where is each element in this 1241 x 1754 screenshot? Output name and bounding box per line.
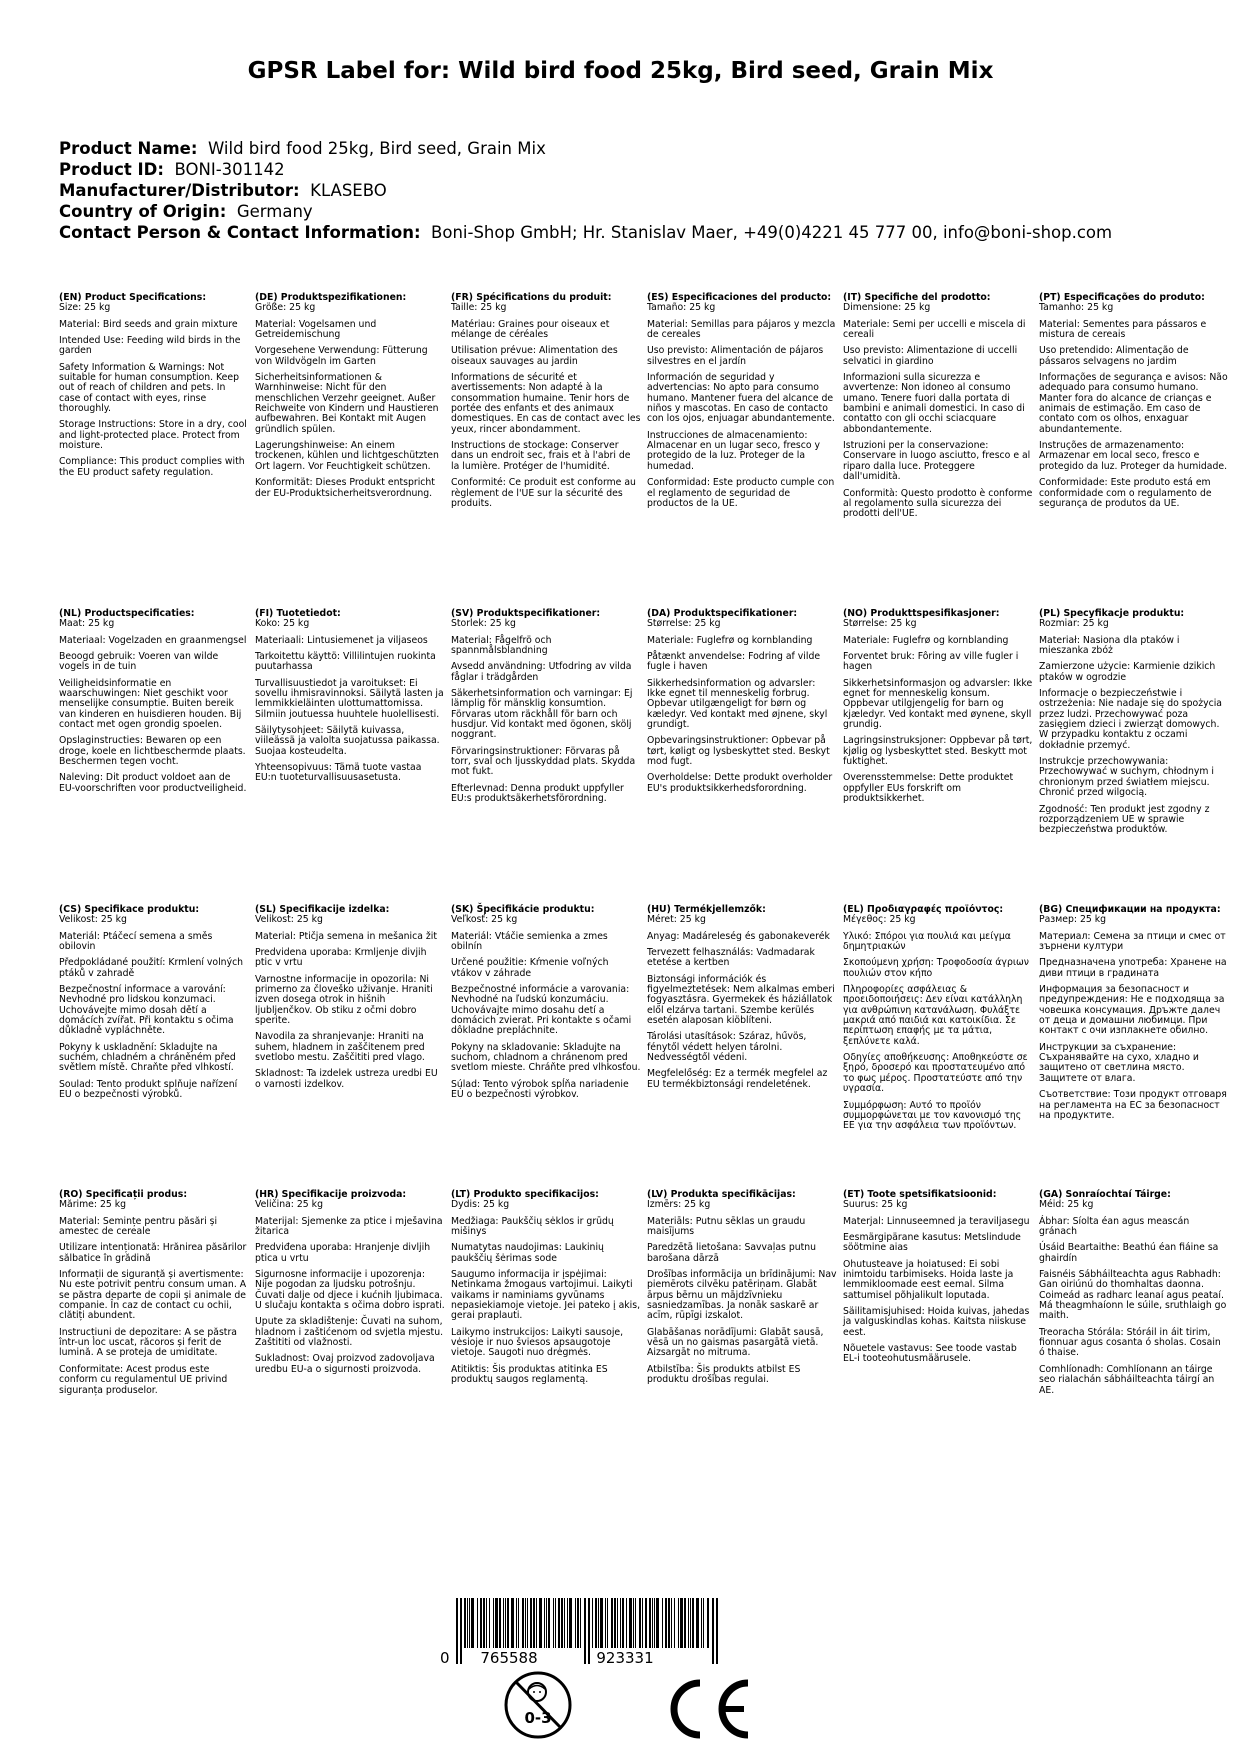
spec-paragraph: Storage Instructions: Store in a dry, cool and light-protected place. Protect from moisture. <box>59 419 247 452</box>
spec-paragraph: Avsedd användning: Utfodring av vilda fåglar i trädgården <box>451 661 632 683</box>
spec-paragraph: Pokyny na skladovanie: Skladujte na suchom, chladnom a chránenom pred svetlom mieste. Chráňte pred vlhkosťou. <box>451 1041 641 1074</box>
spec-paragraph: Numatytas naudojimas: Laukinių paukščių šėrimas sode <box>451 1242 604 1264</box>
spec-size: Maat: 25 kg <box>59 618 115 630</box>
barcode-bar <box>701 1598 702 1648</box>
barcode-bar <box>654 1598 655 1648</box>
spec-heading: (HU) Termékjellemzők: <box>647 904 766 915</box>
barcode-bar <box>671 1598 672 1648</box>
barcode-bar <box>577 1598 579 1648</box>
spec-paragraph: Informations de sécurité et avertissements: Non adapté à la consommation humaine. Tenir hors de portée des enfants et des animaux domestiques. En cas de contact avec les yeux, rincer abondamment. <box>451 372 641 435</box>
barcode-digit-lead: 0 <box>440 1649 450 1667</box>
barcode-bar <box>483 1598 485 1648</box>
spec-paragraph: Materiál: Ptáčecí semena a směs obilovin <box>59 930 213 953</box>
spec-paragraph: Úsáid Beartaithe: Beathú éan fiáine sa ghairdín <box>1039 1242 1219 1264</box>
barcode-bar <box>678 1598 679 1648</box>
spec-heading: (ET) Toote spetsifikatsioonid: <box>843 1189 997 1200</box>
spec-block-cs <box>59 905 249 1107</box>
barcode-bar <box>692 1598 694 1648</box>
barcode-bar <box>499 1598 501 1648</box>
spec-size: Suurus: 25 kg <box>843 1199 908 1211</box>
spec-size: Taille: 25 kg <box>451 302 507 314</box>
spec-paragraph: Material: Ptičja semena in mešanica žit <box>255 930 438 942</box>
spec-paragraph: Съответствие: Този продукт отговаря на регламента на ЕС за безопасност на продуктите. <box>1039 1089 1227 1121</box>
spec-paragraph: Zgodność: Ten produkt jest zgodny z rozporządzeniem UE w sprawie bezpieczeństwa produktów. <box>1039 803 1210 836</box>
spec-paragraph: Glabāšanas norādījumi: Glabāt sausā, vēsā un no gaismas pasargātā vietā. Aizsargāt no mitruma. <box>647 1326 824 1359</box>
spec-paragraph: Säkerhetsinformation och varningar: Ej lämplig för mänsklig konsumtion. Förvaras utom räckhåll för barn och husdjur. Vid kontakt med ögonen, skölj noggrant. <box>451 688 633 741</box>
spec-paragraph: Materiał: Nasiona dla ptaków i mieszanka zbóż <box>1039 634 1180 657</box>
barcode-bar <box>555 1598 556 1648</box>
spec-paragraph: Sigurnosne informacije i upozorenja: Nije pogodan za ljudsku potrošnju. Čuvati dalje od djece i kućnih ljubimaca. U slučaju kontakta s očima dobro isprati. <box>255 1269 445 1312</box>
spec-paragraph: Beoogd gebruik: Voeren van wilde vogels in de tuin <box>59 651 219 673</box>
barcode-bar <box>598 1598 599 1648</box>
barcode-bar <box>680 1598 683 1648</box>
spec-paragraph: Skladnost: Ta izdelek ustreza uredbi EU o varnosti izdelkov. <box>255 1068 438 1090</box>
spec-paragraph: Förvaringsinstruktioner: Förvaras på torr, sval och ljusskyddad plats. Skydda mot fukt. <box>451 745 636 778</box>
spec-paragraph: Treoracha Stórála: Stóráil in áit tirim, fionnuar agus cosanta ó sholas. Cosain ó thaise. <box>1039 1326 1221 1359</box>
spec-block-it <box>843 293 1033 526</box>
spec-paragraph: Material: Semințe pentru păsări și amestec de cereale <box>59 1215 218 1238</box>
barcode-bar <box>493 1598 494 1648</box>
barcode-bar <box>467 1598 468 1648</box>
spec-size: Koko: 25 kg <box>255 618 310 630</box>
spec-size: Größe: 25 kg <box>255 302 316 314</box>
barcode-guard-bar <box>584 1598 586 1664</box>
barcode-bar <box>611 1598 613 1648</box>
barcode-bar <box>635 1598 636 1648</box>
spec-block-sk <box>451 905 641 1107</box>
spec-paragraph: Predviđena uporaba: Hranjenje divljih ptica u vrtu <box>255 1242 431 1264</box>
barcode-bar <box>533 1598 535 1648</box>
spec-paragraph: Uso previsto: Alimentazione di uccelli selvatici in giardino <box>843 345 1018 367</box>
spec-paragraph: Tarkoitettu käyttö: Villilintujen ruokinta puutarhassa <box>255 651 436 673</box>
barcode-guard-bar <box>716 1598 718 1664</box>
spec-paragraph: Σκοπούμενη χρήση: Τροφοδοσία άγριων πουλιών στον κήπο <box>843 957 1029 979</box>
barcode-bar <box>617 1598 618 1648</box>
spec-paragraph: Naleving: Dit product voldoet aan de EU-voorschriften voor productveiligheid. <box>59 772 247 794</box>
spec-paragraph: Soulad: Tento produkt splňuje nařízení EU o bezpečnosti výrobků. <box>59 1078 238 1101</box>
spec-block-pl <box>1039 609 1229 842</box>
barcode-bar <box>569 1598 572 1648</box>
barcode-bar <box>684 1598 686 1648</box>
barcode-bar <box>600 1598 603 1648</box>
spec-paragraph: Πληροφορίες ασφάλειας & προειδοποιήσεις: Δεν είναι κατάλληλη για ανθρώπινη κατανάλωση. Φυλάξτε μακριά από παιδιά και κατοικίδια. Σε περίπτωση επαφής με τα μάτια, ξεπλύνετε καλά. <box>843 984 1023 1047</box>
barcode-bar <box>690 1598 691 1648</box>
spec-paragraph: Laikymo instrukcijos: Laikyti sausoje, vėsioje ir nuo šviesos apsaugotoje vietoje. Saugoti nuo drėgmės. <box>451 1326 624 1359</box>
spec-paragraph: Určené použitie: Kŕmenie voľných vtákov v záhrade <box>451 957 609 979</box>
spec-paragraph: Instrucciones de almacenamiento: Almacenar en un lugar seco, fresco y protegido de la luz. Proteger de la humedad. <box>647 429 821 472</box>
spec-paragraph: Materiál: Vtáčie semienka a zmes obilnín <box>451 930 608 953</box>
barcode-bar <box>503 1598 504 1648</box>
info-product-name: Product Name: Wild bird food 25kg, Bird seed, Grain Mix <box>59 139 546 158</box>
barcode-bar <box>575 1598 576 1648</box>
barcode-bar <box>595 1598 597 1648</box>
spec-block-nl <box>59 609 249 800</box>
spec-heading: (SK) Špecifikácie produktu: <box>451 904 595 915</box>
info-product-id: Product ID: BONI-301142 <box>59 160 285 179</box>
barcode-bar <box>626 1598 627 1648</box>
product-info <box>59 138 1112 243</box>
spec-paragraph: Material: Vogelsamen und Getreidemischung <box>255 318 377 341</box>
spec-paragraph: Overholdelse: Dette produkt overholder EU's produktsikkerhedsforordning. <box>647 772 833 794</box>
spec-block-bg <box>1039 905 1229 1127</box>
spec-paragraph: Faisnéis Sábháilteachta agus Rabhadh: Gan oiriúnú do thomhaltas daonna. Coimeád as radharc leanaí agus peataí. Má theagmhaíonn le súile, sruthlaigh go maith. <box>1039 1269 1227 1322</box>
spec-paragraph: Materiale: Fuglefrø og kornblanding <box>647 634 813 646</box>
spec-paragraph: Uso pretendido: Alimentação de pássaros selvagens no jardim <box>1039 345 1189 367</box>
barcode-bar <box>629 1598 632 1648</box>
spec-paragraph: Pokyny k uskladnění: Skladujte na suchém, chladném a chráněném před světlem místě. Chraňte před vlhkostí. <box>59 1041 236 1074</box>
barcode-bar <box>539 1598 542 1648</box>
spec-paragraph: Conformidad: Este producto cumple con el reglamento de seguridad de productos de la UE. <box>647 477 835 509</box>
spec-size: Izmērs: 25 kg <box>647 1199 711 1211</box>
spec-paragraph: Istruzioni per la conservazione: Conservare in luogo asciutto, fresco e al riparo dalla luce. Proteggere dall'umidità. <box>843 440 1031 483</box>
spec-block-el <box>843 905 1033 1138</box>
info-contact: Contact Person & Contact Information: Boni-Shop GmbH; Hr. Stanislav Maer, +49(0)4221 45 777 00, info@boni-shop.com <box>59 223 1113 242</box>
spec-paragraph: Předpokládané použití: Krmlení volných ptáků v zahradě <box>59 957 244 979</box>
info-country: Country of Origin: Germany <box>59 202 313 221</box>
spec-paragraph: Matériau: Graines pour oiseaux et mélange de céréales <box>451 318 610 341</box>
barcode-bar <box>639 1598 641 1648</box>
spec-paragraph: Instructions de stockage: Conserver dans un endroit sec, frais et à l'abri de la lumière. Protéger de l'humidité. <box>451 440 631 472</box>
spec-heading: (DA) Produktspecifikationer: <box>647 608 798 619</box>
spec-paragraph: Materiaali: Lintusiemenet ja viljaseos <box>255 634 428 646</box>
spec-paragraph: Informações de segurança e avisos: Não adequado para consumo humano. Manter fora do alcance de crianças e animais de estimação. Em caso de contato com os olhos, enxaguar abundantemente. <box>1039 372 1228 435</box>
spec-paragraph: Navodila za shranjevanje: Hraniti na suhem, hladnem in zaščitenem pred svetlobo mestu. Zaščititi pred vlago. <box>255 1031 425 1064</box>
spec-paragraph: Konformität: Dieses Produkt entspricht der EU-Produktsicherheitsverordnung. <box>255 477 435 499</box>
spec-paragraph: Ohutusteave ja hoiatused: Ei sobi inimtoidu tarbimiseks. Hoida laste ja lemmikloomade eest eemal. Silma sattumisel põhjalikult loputada. <box>843 1258 1014 1301</box>
barcode-guard-bar <box>588 1598 590 1664</box>
spec-block-es <box>647 293 837 515</box>
barcode-bar <box>518 1598 519 1648</box>
barcode-bar <box>633 1598 634 1648</box>
spec-paragraph: Súlad: Tento výrobok spĺňa nariadenie EÚ o bezpečnosti výrobkov. <box>451 1078 629 1101</box>
spec-heading: (NL) Productspecificaties: <box>59 608 195 619</box>
barcode-bar <box>516 1598 517 1648</box>
spec-paragraph: Instrukcje przechowywania: Przechowywać w suchym, chłodnym i chronionym przed światłem miejscu. Chronić przed wilgocią. <box>1039 756 1215 799</box>
spec-heading: (HR) Specifikacije proizvoda: <box>255 1189 407 1200</box>
barcode-bar <box>558 1598 560 1648</box>
barcode-bar <box>665 1598 667 1648</box>
spec-heading: (ES) Especificaciones del producto: <box>647 292 832 303</box>
spec-paragraph: Vorgesehene Verwendung: Fütterung von Wildvögeln im Garten <box>255 345 428 367</box>
barcode-bar <box>527 1598 528 1648</box>
spec-paragraph: Material: Fågelfrö och spannmålsblandning <box>451 634 552 657</box>
spec-paragraph: Material: Sementes para pássaros e mistura de cereais <box>1039 318 1207 341</box>
spec-paragraph: Material: Bird seeds and grain mixture <box>59 318 238 330</box>
spec-heading: (SL) Specifikacije izdelka: <box>255 904 390 915</box>
barcode-bar <box>553 1598 554 1648</box>
spec-size: Størrelse: 25 kg <box>647 618 721 630</box>
barcode-bar <box>605 1598 606 1648</box>
spec-paragraph: Sukladnost: Ovaj proizvod zadovoljava uredbu EU-a o sigurnosti proizvoda. <box>255 1353 435 1375</box>
barcode-bar <box>544 1598 545 1648</box>
spec-paragraph: Zamierzone użycie: Karmienie dzikich ptaków w ogrodzie <box>1039 661 1216 683</box>
spec-paragraph: Intended Use: Feeding wild birds in the garden <box>59 335 241 357</box>
barcode-bar <box>592 1598 593 1648</box>
spec-size: Méid: 25 kg <box>1039 1199 1094 1211</box>
spec-paragraph: Информация за безопасност и предупреждения: Не е подходяща за човешка консумация. Дръжте далеч от деца и домашни любимци. При контакт с очи изплакнете обилно. <box>1039 984 1225 1037</box>
spec-heading: (PL) Specyfikacje produktu: <box>1039 608 1185 619</box>
spec-paragraph: Materiāls: Putnu sēklas un graudu maisījums <box>647 1215 806 1238</box>
spec-paragraph: Opbevaringsinstruktioner: Opbevar på tørt, køligt og lysbeskyttet sted. Beskyt mod fugt. <box>647 735 830 768</box>
spec-block-pt <box>1039 293 1229 515</box>
spec-heading: (EN) Product Specifications: <box>59 292 207 303</box>
spec-paragraph: Utilizare intenționată: Hrănirea păsărilor sălbatice în grădină <box>59 1242 247 1264</box>
barcode-bar <box>561 1598 563 1648</box>
barcode-bar <box>511 1598 514 1648</box>
barcode-bar <box>674 1598 675 1648</box>
barcode-bar <box>652 1598 653 1648</box>
barcode-bar <box>536 1598 537 1648</box>
spec-paragraph: Forventet bruk: Fôring av ville fugler i hagen <box>843 651 1019 673</box>
spec-paragraph: Drošības informācija un brīdinājumi: Nav piemērots cilvēku patēriņam. Glabāt ārpus bērnu un mājdzīvnieku sasniedzamības. Ja nonāk saskarē ar acīm, rūpīgi izskalot. <box>647 1269 837 1322</box>
spec-paragraph: Οδηγίες αποθήκευσης: Αποθηκεύστε σε ξηρό, δροσερό και προστατευμένο από το φως μέρος. Προστατεύστε από την υγρασία. <box>843 1052 1028 1095</box>
spec-paragraph: Uso previsto: Alimentación de pájaros silvestres en el jardín <box>647 345 824 367</box>
barcode-bar <box>662 1598 663 1648</box>
barcode-bar <box>530 1598 532 1648</box>
spec-paragraph: Saugumo informacija ir įspėjimai: Netinkama žmogaus vartojimui. Laikyti vaikams ir naminiams gyvūnams nepasiekiamoje vietoje. Jei pateko į akis, gerai praplauti. <box>451 1269 641 1322</box>
spec-size: Storlek: 25 kg <box>451 618 516 630</box>
age-range-text: 0-3 <box>524 1709 552 1727</box>
spec-paragraph: Tárolási utasítások: Száraz, hűvös, fénytől védett helyen tárolni. Nedvességtől védeni. <box>647 1031 807 1064</box>
spec-paragraph: Bezpečnostní informace a varování: Nevhodné pro lidskou konzumaci. Uchovávejte mimo dosah dětí a domácích zvířat. Při kontaktu s očima důkladně vypláchněte. <box>59 984 234 1037</box>
spec-size: Mărime: 25 kg <box>59 1199 127 1211</box>
spec-heading: (EL) Προδιαγραφές προϊόντος: <box>843 904 1004 915</box>
barcode-bar <box>696 1598 699 1648</box>
spec-heading: (LV) Produkta specifikācijas: <box>647 1189 796 1200</box>
spec-paragraph: Sikkerhedsinformation og advarsler: Ikke egnet til menneskelig forbrug. Opbevar utilgængeligt for børn og kæledyr. Ved kontakt med øjnene, skyl grundigt. <box>647 677 828 731</box>
spec-paragraph: Upute za skladištenje: Čuvati na suhom, hladnom i zaštićenom od svjetla mjestu. Zaštititi od vlažnosti. <box>255 1316 444 1349</box>
barcode-bar <box>707 1598 709 1648</box>
spec-paragraph: Predvidena uporaba: Krmljenje divjih ptic v vrtu <box>255 947 427 969</box>
spec-paragraph: Nõuetele vastavus: See toode vastab EL-i tooteohutusmäärusele. <box>843 1343 1017 1365</box>
barcode-bar <box>668 1598 670 1648</box>
spec-size: Méret: 25 kg <box>647 914 706 926</box>
spec-paragraph: Materiale: Semi per uccelli e miscela di cereali <box>843 318 1026 341</box>
barcode-bar <box>548 1598 550 1648</box>
spec-size: Velikost: 25 kg <box>255 914 323 926</box>
spec-paragraph: Varnostne informacije in opozorila: Ni primerno za človeško uživanje. Hraniti izven dosega otrok in hišnih ljubljenčkov. Ob stiku z očmi dobro sperite. <box>255 973 433 1027</box>
spec-heading: (NO) Produkttspesifikasjoner: <box>843 608 1000 619</box>
spec-paragraph: Συμμόρφωση: Αυτό το προϊόν συμμορφώνεται με τον κανονισμό της ΕΕ για την ασφάλεια των προϊόντων. <box>843 1099 1022 1132</box>
spec-heading: (LT) Produkto specifikacijos: <box>451 1189 599 1200</box>
spec-paragraph: Material: Semillas para pájaros y mezcla de cereales <box>647 318 836 341</box>
barcode-bar <box>495 1598 498 1648</box>
spec-paragraph: Conformità: Questo prodotto è conforme al regolamento sulla sicurezza dei prodotti dell'UE. <box>843 487 1033 520</box>
spec-size: Размер: 25 kg <box>1039 914 1107 926</box>
spec-paragraph: Efterlevnad: Denna produkt uppfyller EU:s produktsäkerhetsförordning. <box>451 782 624 805</box>
spec-paragraph: Tervezett felhasználás: Vadmadarak etetése a kertben <box>647 947 815 969</box>
barcode-bar <box>464 1598 466 1648</box>
spec-paragraph: Säilytysohjeet: Säilytä kuivassa, viileässä ja valolta suojatussa paikassa. Suojaa kosteudelta. <box>255 725 440 757</box>
barcode-bar <box>607 1598 608 1648</box>
spec-block-lv <box>647 1190 837 1392</box>
spec-heading: (PT) Especificações do produto: <box>1039 292 1205 303</box>
spec-paragraph: Conformidade: Este produto está em conformidade com o regulamento de segurança de produtos da UE. <box>1039 477 1212 509</box>
barcode-bar <box>580 1598 581 1648</box>
spec-paragraph: Anyag: Madáreleség és gabonakeverék <box>647 930 830 942</box>
spec-paragraph: Инструкции за съхранение: Съхранявайте на сухо, хладно и защитено от светлина място. Защитете от влага. <box>1039 1041 1199 1084</box>
barcode-guard-bar <box>456 1598 458 1664</box>
spec-size: Veličina: 25 kg <box>255 1199 323 1211</box>
spec-block-no <box>843 609 1033 811</box>
spec-block-ro <box>59 1190 249 1402</box>
spec-block-hr <box>255 1190 445 1381</box>
spec-heading: (RO) Specificații produs: <box>59 1189 188 1200</box>
spec-paragraph: Información de seguridad y advertencias: No apto para consumo humano. Mantener fuera del alcance de niños y mascotas. En caso de contacto con los ojos, enjuagar abundantemente. <box>647 372 835 425</box>
spec-size: Μέγεθος: 25 kg <box>843 914 916 926</box>
barcode-bar <box>477 1598 478 1648</box>
spec-heading: (IT) Specifiche del prodotto: <box>843 292 991 303</box>
spec-paragraph: Conformitate: Acest produs este conform cu regulamentul UE privind siguranța produselor. <box>59 1363 228 1396</box>
spec-paragraph: Veiligheidsinformatie en waarschuwingen: Niet geschikt voor menselijke consumptie. Buiten bereik van kinderen en huisdieren houden. Bij contact met ogen grondig spoelen. <box>59 677 242 731</box>
barcode-bar <box>505 1598 506 1648</box>
barcode <box>438 1598 740 1668</box>
barcode-bar <box>489 1598 490 1648</box>
spec-block-lt <box>451 1190 641 1392</box>
spec-paragraph: Overensstemmelse: Dette produktet oppfyller EUs forskrift om produktsikkerhet. <box>843 772 1014 805</box>
spec-block-sl <box>255 905 445 1096</box>
spec-paragraph: Instrucțiuni de depozitare: A se păstra într-un loc uscat, răcoros și ferit de lumină. A se proteja de umiditate. <box>59 1326 237 1359</box>
barcode-bar <box>546 1598 547 1648</box>
ce-mark-icon <box>664 1677 754 1741</box>
barcode-bar <box>642 1598 643 1648</box>
spec-paragraph: Medžiaga: Paukščių sėklos ir grūdų mišinys <box>451 1215 614 1238</box>
spec-block-hu <box>647 905 837 1096</box>
barcode-guard-bar <box>712 1598 714 1664</box>
spec-size: Dydis: 25 kg <box>451 1199 510 1211</box>
barcode-bar <box>469 1598 470 1648</box>
spec-heading: (DE) Produktspezifikationen: <box>255 292 407 303</box>
spec-paragraph: Yhteensopivuus: Tämä tuote vastaa EU:n tuoteturvallisuusasetusta. <box>255 762 422 784</box>
spec-paragraph: Lagringsinstruksjoner: Oppbevar på tørt, kjølig og lysbeskyttet sted. Beskytt mot fuktighet. <box>843 735 1033 768</box>
spec-size: Velikost: 25 kg <box>59 914 127 926</box>
spec-heading: (CS) Specifikace produktu: <box>59 904 200 915</box>
not-suitable-0-3-icon <box>503 1670 573 1740</box>
spec-paragraph: Atbilstība: Šis produkts atbilst ES produktu drošības regulai. <box>647 1363 801 1386</box>
spec-paragraph: Safety Information & Warnings: Not suitable for human consumption. Keep out of reach of children and pets. In case of contact with eyes, rinse thoroughly. <box>59 361 240 415</box>
spec-paragraph: Lagerungshinweise: An einem trockenen, kühlen und lichtgeschützten Ort lagern. Vor Feuchtigkeit schützen. <box>255 440 439 472</box>
spec-paragraph: Compliance: This product complies with the EU product safety regulation. <box>59 456 245 478</box>
spec-paragraph: Materiaal: Vogelzaden en graanmengsel <box>59 634 247 646</box>
barcode-bar <box>564 1598 565 1648</box>
info-manufacturer: Manufacturer/Distributor: KLASEBO <box>59 181 387 200</box>
barcode-bar <box>656 1598 659 1648</box>
barcode-bar <box>614 1598 616 1648</box>
spec-paragraph: Comhlíonadh: Comhlíonann an táirge seo rialachán sábháilteachta táirgí an AE. <box>1039 1363 1215 1396</box>
spec-paragraph: Materiale: Fuglefrø og kornblanding <box>843 634 1009 646</box>
spec-heading: (GA) Sonraíochtaí Táirge: <box>1039 1189 1171 1200</box>
spec-size: Størrelse: 25 kg <box>843 618 917 630</box>
spec-paragraph: Bezpečnostné informácie a varovania: Nevhodné na ľudskú konzumáciu. Uchovávajte mimo dosahu detí a domácich zvierat. Pri kontakte s očami dôkladne prepláchnite. <box>451 984 632 1037</box>
spec-paragraph: Informacje o bezpieczeństwie i ostrzeżenia: Nie nadaje się do spożycia przez ludzi. Przechowywać poza zasięgiem dzieci i zwierząt domowych. W przypadku kontaktu z oczami dokładnie przemyć. <box>1039 688 1222 751</box>
barcode-guard-bar <box>460 1598 462 1664</box>
spec-heading: (BG) Спецификации на продукта: <box>1039 904 1221 915</box>
barcode-bar <box>471 1598 474 1648</box>
spec-paragraph: Instruções de armazenamento: Armazenar em local seco, fresco e protegido da luz. Proteger da humidade. <box>1039 440 1228 472</box>
spec-paragraph: Paredzētā lietošana: Savvaļas putnu barošana dārzā <box>647 1242 817 1264</box>
spec-size: Veľkosť: 25 kg <box>451 914 518 926</box>
spec-block-et <box>843 1190 1033 1371</box>
barcode-bar <box>486 1598 487 1648</box>
spec-block-en <box>59 293 249 484</box>
spec-paragraph: Säilitamisjuhised: Hoida kuivas, jahedas ja valguskindlas kohas. Kaitsta niiskuse eest. <box>843 1306 1030 1338</box>
barcode-bar <box>480 1598 482 1648</box>
spec-paragraph: Предназначена употреба: Хранене на диви птици в градината <box>1039 957 1227 979</box>
spec-paragraph: Ábhar: Síolta éan agus meascán gránach <box>1039 1215 1190 1238</box>
spec-paragraph: Conformité: Ce produit est conforme au règlement de l'UE sur la sécurité des produits. <box>451 477 636 509</box>
spec-block-sv <box>451 609 641 811</box>
spec-size: Tamanho: 25 kg <box>1039 302 1114 314</box>
spec-paragraph: Biztonsági információk és figyelmeztetések: Nem alkalmas emberi fogyasztásra. Gyermekek és háziállatok elől elzárva tartani. Szembe kerülés esetén alaposan kiöblíteni. <box>647 973 835 1027</box>
spec-paragraph: Påtænkt anvendelse: Fodring af vilde fugle i haven <box>647 651 821 673</box>
barcode-bar <box>620 1598 621 1648</box>
barcode-bar <box>522 1598 524 1648</box>
barcode-bar <box>703 1598 704 1648</box>
spec-heading: (FR) Spécifications du produit: <box>451 292 612 303</box>
barcode-bar <box>622 1598 624 1648</box>
barcode-bar <box>507 1598 509 1648</box>
spec-size: Size: 25 kg <box>59 302 111 314</box>
spec-paragraph: Sikkerhetsinformasjon og advarsler: Ikke egnet for menneskelig konsum. Oppbevar utilgjengelig for barn og kjæledyr. Ved kontakt med øynene, skyll grundig. <box>843 677 1033 731</box>
spec-paragraph: Materijal: Sjemenke za ptice i mješavina žitarica <box>255 1215 443 1238</box>
spec-size: Dimensione: 25 kg <box>843 302 931 314</box>
spec-size: Rozmiar: 25 kg <box>1039 618 1109 630</box>
spec-paragraph: Sicherheitsinformationen & Warnhinweise: Nicht für den menschlichen Verzehr geeignet. Außer Reichweite von Kindern und Haustieren aufbewahren. Bei Kontakt mit Augen gründlich spülen. <box>255 372 439 435</box>
spec-block-ga <box>1039 1190 1229 1402</box>
page-title: GPSR Label for: Wild bird food 25kg, Bird seed, Grain Mix <box>247 58 994 84</box>
barcode-bar <box>645 1598 647 1648</box>
spec-heading: (FI) Tuotetiedot: <box>255 608 341 619</box>
barcode-bar <box>649 1598 651 1648</box>
spec-block-da <box>647 609 837 800</box>
spec-paragraph: Utilisation prévue: Alimentation des oiseaux sauvages au jardin <box>451 345 618 367</box>
spec-paragraph: Opslaginstructies: Bewaren op een droge, koele en lichtbeschermde plaats. Beschermen tegen vocht. <box>59 735 246 768</box>
spec-block-fi <box>255 609 445 790</box>
spec-paragraph: Atitiktis: Šis produktas atitinka ES produktų saugos reglamentą. <box>451 1363 608 1386</box>
spec-paragraph: Megfelelőség: Ez a termék megfelel az EU termékbiztonsági rendeletének. <box>647 1068 828 1090</box>
barcode-digits-left: 765588 <box>480 1649 538 1667</box>
spec-paragraph: Eesmärgipärane kasutus: Metslindude söötmine aias <box>843 1232 1021 1254</box>
barcode-bar <box>688 1598 689 1648</box>
spec-block-de <box>255 293 445 505</box>
barcode-bar <box>525 1598 526 1648</box>
barcode-digits-right: 923331 <box>596 1649 654 1667</box>
spec-paragraph: Informații de siguranță și avertismente: Nu este potrivit pentru consum uman. A se păstra departe de copii și animale de companie. În caz de contact cu ochii, clătiți abundent. <box>59 1269 247 1322</box>
spec-paragraph: Материал: Семена за птици и смес от зърнени култури <box>1039 930 1226 953</box>
spec-paragraph: Υλικό: Σπόροι για πουλιά και μείγμα δημητριακών <box>843 930 1011 953</box>
spec-paragraph: Turvallisuustiedot ja varoitukset: Ei sovellu ihmisravinnoksi. Säilytä lasten ja lemmikkieläinten ulottumattomissa. Silmiin joutuessa huuhtele huolellisesti. <box>255 677 444 720</box>
spec-size: Tamaño: 25 kg <box>647 302 716 314</box>
spec-paragraph: Materjal: Linnuseemned ja teraviljasegu <box>843 1215 1030 1227</box>
barcode-bar <box>567 1598 568 1648</box>
spec-paragraph: Informazioni sulla sicurezza e avvertenze: Non idoneo al consumo umano. Tenere fuori dalla portata di bambini e animali domestici. In caso di contatto con gli occhi sciacquare abbondantemente. <box>843 372 1025 435</box>
spec-block-fr <box>451 293 641 515</box>
spec-heading: (SV) Produktspecifikationer: <box>451 608 601 619</box>
